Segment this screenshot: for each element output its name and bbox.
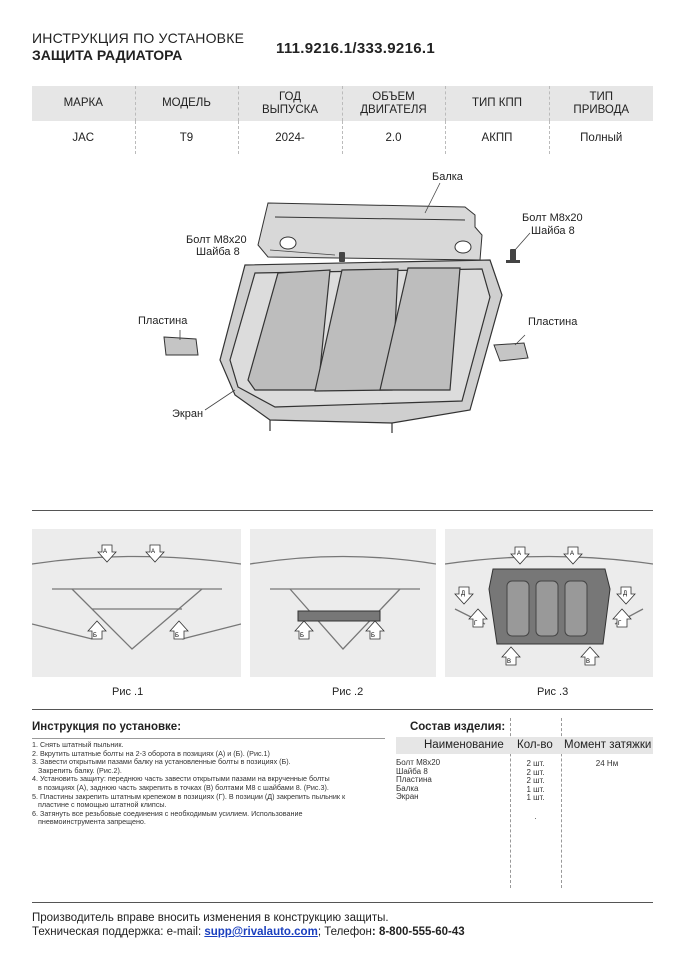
support-prefix: Техническая поддержка: e-mail:: [32, 926, 205, 938]
marker-a: А: [151, 549, 156, 555]
component-torque: 24 Нм: [595, 759, 619, 768]
instruction-step: 3. Завести открытыми пазами балку на установленные болты в позициях (Б).: [32, 757, 291, 767]
section-divider: [32, 709, 653, 710]
spec-value-cell: Полный: [549, 121, 653, 154]
component-qty: 2 шт.: [526, 776, 545, 786]
component-qty: 2 шт.: [526, 767, 545, 777]
phone-prefix: ; Телефон: [317, 926, 372, 938]
trailing-mark: .: [534, 811, 537, 821]
composition-names: [396, 759, 506, 802]
col-name-header: Наименование: [424, 739, 504, 751]
figure-1: [32, 529, 241, 677]
section-divider: [32, 510, 653, 511]
plate-left-part: [164, 337, 198, 355]
beam-installed: [298, 611, 380, 621]
marker-v: В: [507, 659, 512, 665]
vehicle-spec-table: [32, 86, 653, 154]
marker-g: Г: [618, 621, 622, 627]
figure-1-caption: Рис .1: [112, 686, 144, 698]
marker-d: Д: [461, 591, 466, 597]
figure-2-caption: Рис .2: [332, 686, 364, 698]
plate-right-part: [494, 343, 528, 361]
component-qty: 2 шт.: [526, 759, 545, 768]
instruction-step: 1. Снять штатный пыльник.: [32, 740, 124, 749]
label-bolt-left: Болт М8х20: [186, 234, 247, 246]
marker-v: В: [586, 659, 591, 665]
spec-header-cell: ОБЪЕМ ДВИГАТЕЛЯ: [342, 86, 445, 121]
figure-3-drawing: [445, 529, 653, 677]
col-qty-header: Кол-во: [517, 739, 553, 751]
marker-b: Б: [300, 633, 304, 639]
spec-header-row: [32, 86, 653, 121]
article-number: 111.9216.1/333.9216.1: [276, 40, 435, 57]
marker-a: А: [517, 551, 522, 557]
instructions-steps: [32, 741, 385, 827]
label-beam: Балка: [432, 171, 463, 183]
spec-header-cell: МОДЕЛЬ: [135, 86, 238, 121]
composition-title: Состав изделия:: [410, 721, 506, 733]
figure-3: [445, 529, 653, 677]
figure-3-caption: Рис .3: [537, 686, 569, 698]
label-washer-left: Шайба 8: [196, 246, 240, 258]
figure-1-drawing: [32, 529, 241, 677]
instruction-step: пластине с помощью штатной клипсы.: [38, 800, 167, 810]
spec-header-cell: ГОД ВЫПУСКА: [238, 86, 342, 121]
marker-b: Б: [93, 633, 97, 639]
spec-value-cell: T9: [135, 121, 238, 154]
spec-header-cell: ТИП КПП: [445, 86, 549, 121]
component-name: Шайба 8: [396, 766, 428, 776]
support-phone: : 8-800-555-60-43: [371, 926, 465, 938]
figure-2-drawing: [250, 529, 436, 677]
composition-torque: [561, 760, 653, 769]
instruction-step: 6. Затянуть все резьбовые соединения с необходимым усилием. Использование: [32, 808, 303, 818]
composition-qty: [510, 760, 561, 822]
spec-header-cell: МАРКА: [32, 86, 135, 121]
component-name: Экран: [396, 792, 419, 802]
instruction-step: Закрепить балку. (Рис.2).: [38, 765, 122, 775]
spec-value-cell: JAC: [72, 131, 95, 144]
marker-d: Д: [623, 591, 628, 597]
marker-a: А: [570, 551, 575, 557]
label-washer-right: Шайба 8: [531, 225, 575, 237]
footer-divider: [32, 902, 653, 903]
component-qty: 1 шт.: [526, 784, 545, 794]
col-torque-header: Момент затяжки: [564, 739, 652, 751]
label-bolt-right: Болт М8х20: [522, 212, 583, 224]
marker-g: Г: [474, 621, 478, 627]
instructions-divider: [32, 738, 385, 739]
doc-title-line2: ЗАЩИТА РАДИАТОРА: [32, 47, 183, 63]
component-name: Болт М8х20: [396, 758, 441, 767]
marker-b: Б: [371, 633, 375, 639]
doc-title-line1: ИНСТРУКЦИЯ ПО УСТАНОВКЕ: [32, 30, 245, 46]
component-name: Балка: [396, 783, 419, 793]
instruction-step: 2. Вкрутить штатные болты на 2-3 оборота в позициях (А) и (Б). (Рис.1): [32, 748, 270, 758]
spec-value-cell: АКПП: [445, 121, 549, 154]
spec-header-cell: ТИП ПРИВОДА: [549, 86, 653, 121]
instructions-title: Инструкция по установке:: [32, 721, 182, 733]
spec-value-cell: 2.0: [342, 121, 445, 154]
support-email-link[interactable]: supp@rivalauto.com: [204, 926, 318, 938]
disclaimer: Производитель вправе вносить изменения в конструкцию защиты.: [32, 912, 389, 924]
spec-value-cell: 2024-: [238, 121, 342, 154]
label-plate-right: Пластина: [528, 316, 578, 328]
composition-header: [396, 737, 653, 754]
marker-a: А: [103, 549, 108, 555]
spec-value-row: [32, 121, 653, 154]
label-screen: Экран: [172, 408, 204, 420]
component-name: Пластина: [396, 775, 432, 785]
marker-b: Б: [175, 633, 179, 639]
figure-2: [250, 529, 436, 677]
bolt-right: [506, 249, 520, 263]
screen-part: [220, 260, 502, 433]
bolt-left: [339, 252, 345, 262]
instruction-step: 5. Пластины закрепить штатным крепежом в позициях (Г). В позиции (Д) закрепить пыльник к: [32, 791, 346, 801]
component-qty: 1 шт.: [526, 793, 545, 803]
instruction-step: в позициях (А), заднюю часть закрепить в точках (В) болтами М8 с шайбами 8. (Рис.3).: [38, 782, 329, 792]
instruction-step: 4. Установить защиту: переднюю часть завести открытыми пазами на вкрученные болты: [32, 774, 330, 784]
label-plate-left: Пластина: [138, 315, 188, 327]
support-line: [32, 926, 465, 938]
instruction-step: пневмоинструмента запрещено.: [38, 817, 146, 827]
